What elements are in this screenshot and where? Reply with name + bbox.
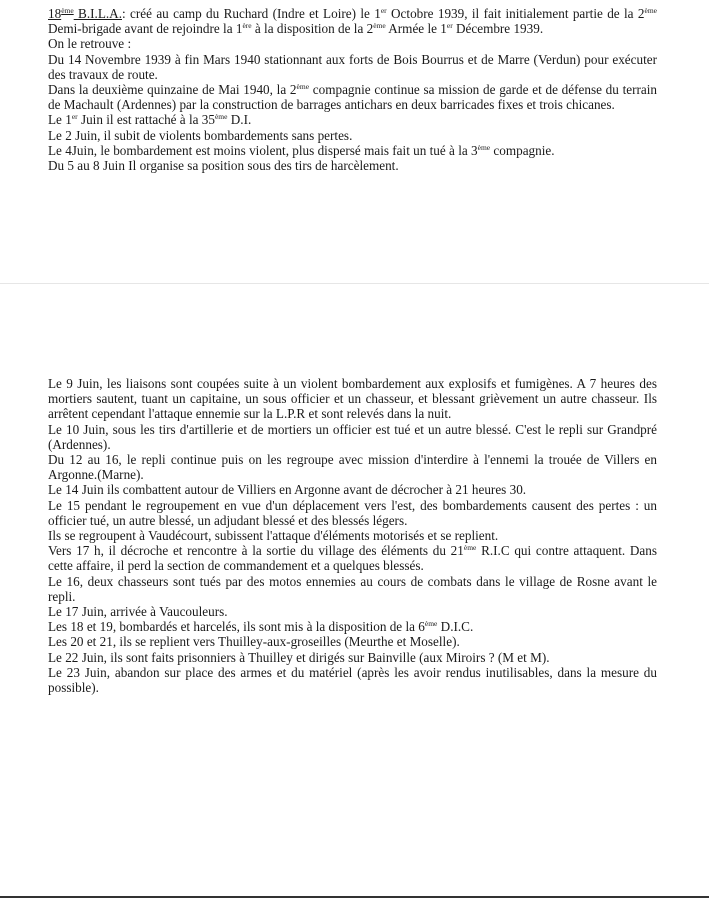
paragraph [48, 376, 657, 422]
superscript-run: ème [477, 142, 491, 152]
text-run: compagnie continue sa mission de garde et de défense du terrain de Machault (Ardennes) par la construction de barrages antichars en deux barricades fixes et trois chicanes. [48, 82, 657, 113]
text-run: Le 4Juin, le bombardement est moins violent, plus dispersé mais fait un tué à la 3 [48, 142, 478, 158]
text-run: Les 20 et 21, ils se replient vers Thuilley-aux-groseilles (Meurthe et Moselle). [48, 634, 460, 650]
paragraph [48, 543, 657, 573]
text-run: à la disposition de la 2 [251, 21, 374, 37]
superscript-run: ème [61, 6, 74, 15]
superscript-run: er [446, 21, 453, 31]
text-run: Le 17 Juin, arrivée à Vaucouleurs. [48, 604, 228, 620]
text-run: Armée le 1 [385, 21, 447, 37]
text-block-top [48, 6, 657, 173]
paragraph [48, 112, 657, 127]
text-run: Juin il est rattaché à la 35 [77, 112, 215, 128]
superscript-run: er [380, 6, 387, 15]
text-run: Le 23 Juin, abandon sur place des armes et du matériel (après les avoir rendus inutilisables, dans la mesure du possible). [48, 664, 657, 696]
paragraph [48, 128, 657, 143]
paragraph [48, 634, 657, 649]
text-run: Vers 17 h, il décroche et rencontre à la sortie du village des éléments du 21 [48, 543, 464, 559]
superscript-run: ème [463, 543, 477, 553]
superscript-run: ème [373, 21, 386, 31]
paragraph [48, 498, 657, 528]
superscript-run: ème [296, 82, 310, 92]
text-run: Du 12 au 16, le repli continue puis on les regroupe avec mission d'interdire à l'ennemi la trouée de Villers en Argonne.(Marne). [48, 452, 657, 483]
paragraph [48, 158, 657, 173]
text-run: Le 10 Juin, sous les tirs d'artillerie et de mortiers un officier est tué et un autre blessé. C'est le repli sur Grandpré (Ardennes). [48, 421, 657, 452]
paragraph [48, 650, 657, 665]
paragraph [48, 422, 657, 452]
text-run: Le 14 Juin ils combattent autour de Villiers en Argonne avant de décrocher à 21 heures 30. [48, 482, 527, 498]
superscript-run: ème [214, 112, 228, 122]
paragraph [48, 574, 657, 604]
paragraph [48, 82, 657, 112]
superscript-run: ème [644, 6, 657, 15]
text-run: Octobre 1939, il fait initialement partie de la 2 [386, 6, 645, 21]
paragraph [48, 528, 657, 543]
text-run: Demi-brigade avant de rejoindre la 1 [48, 21, 243, 37]
bottom-rule [0, 896, 709, 898]
text-run: B.I.L.A. [73, 6, 122, 21]
text-block-bottom [48, 376, 657, 695]
paragraph [48, 36, 657, 51]
superscript-run: er [71, 112, 78, 122]
text-run: D.I. [227, 112, 252, 128]
text-run: Ils se regroupent à Vaudécourt, subissent l'attaque d'éléments motorisés et se replient. [48, 528, 499, 544]
text-run: Le 22 Juin, ils sont faits prisonniers à Thuilley et dirigés sur Bainville (aux Miroirs ? (M et M). [48, 649, 550, 665]
paragraph [48, 452, 657, 482]
text-run: Décembre 1939. [452, 21, 544, 37]
paragraph [48, 52, 657, 82]
paragraph [48, 482, 657, 497]
text-run: Le 9 Juin, les liaisons sont coupées suite à un violent bombardement aux explosifs et fumigènes. A 7 heures des mortiers sautent, tuant un capitaine, un sous officier et un chasseur, et blessant grièvement un autre chasseur. Ils arrêtent cependant l'attaque ennemie sur la L.P.R et sont relevés dans la nuit. [48, 376, 657, 422]
text-run: compagnie. [490, 142, 555, 158]
text-run: Dans la deuxième quinzaine de Mai 1940, la 2 [48, 82, 297, 98]
text-run: Le 1 [48, 112, 72, 128]
paragraph [48, 619, 657, 634]
text-run: Le 2 Juin, il subit de violents bombardements sans pertes. [48, 127, 353, 143]
text-run: Le 15 pendant le regroupement en vue d'un déplacement vers l'est, des bombardements causent des pertes : un officier tué, un autre blessé, un adjudant blessé et des blessés légers. [48, 497, 657, 528]
text-run: 18 [48, 6, 62, 21]
text-run: Du 5 au 8 Juin Il organise sa position sous des tirs de harcèlement. [48, 158, 399, 174]
text-run: R.I.C qui contre attaquent. Dans cette affaire, il perd la section de commandement et a quelques blessés. [48, 543, 657, 574]
paragraph [48, 665, 657, 695]
text-run: Les 18 et 19, bombardés et harcelés, ils sont mis à la disposition de la 6 [48, 619, 425, 635]
paragraph [48, 604, 657, 619]
text-run: Du 14 Novembre 1939 à fin Mars 1940 stationnant aux forts de Bois Bourrus et de Marre (Verdun) pour exécuter des travaux de route. [48, 51, 657, 82]
superscript-run: ème [424, 619, 438, 629]
paragraph [48, 6, 657, 36]
page-divider [0, 283, 709, 284]
text-run: On le retrouve : [48, 36, 132, 52]
text-run: D.I.C. [437, 619, 474, 635]
text-run: Le 16, deux chasseurs sont tués par des motos ennemies au cours de combats dans le village de Rosne avant le repli. [48, 573, 657, 604]
superscript-run: ère [242, 21, 252, 31]
paragraph [48, 143, 657, 158]
text-run: : créé au camp du Ruchard (Indre et Loire) le 1 [122, 6, 381, 21]
